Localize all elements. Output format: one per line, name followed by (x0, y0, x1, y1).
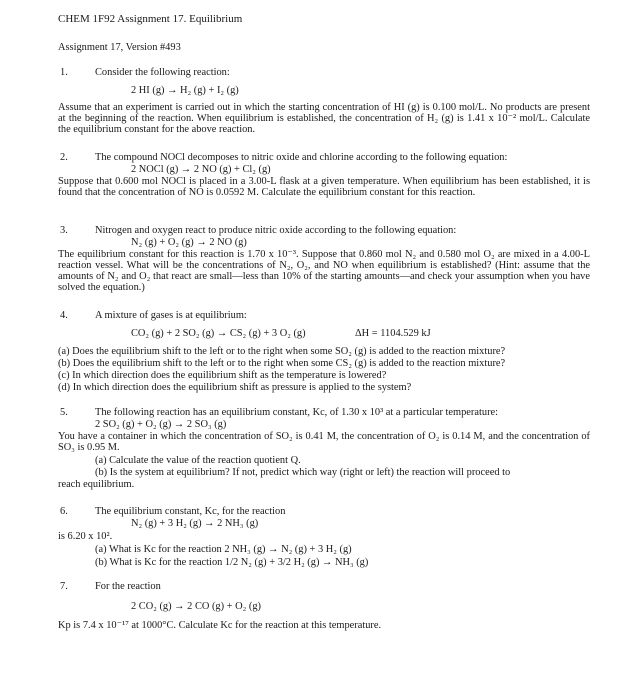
question-3-equation: N₂ (g) + O₂ (g) → 2 NO (g) (131, 237, 247, 248)
question-7-equation: 2 CO₂ (g) → 2 CO (g) + O₂ (g) (131, 601, 261, 612)
question-5-number: 5. (60, 407, 68, 418)
question-7-number: 7. (60, 581, 68, 592)
question-5-part-b: (b) Is the system at equilibrium? If not, predict which way (right or left) the reaction will proceed to (95, 467, 511, 478)
question-2-prompt: The compound NOCl decomposes to nitric oxide and chlorine according to the following equation: (95, 152, 508, 163)
question-6-number: 6. (60, 506, 68, 517)
page-title: CHEM 1F92 Assignment 17. Equilibrium (58, 13, 243, 25)
question-5-part-a: (a) Calculate the value of the reaction quotient Q. (95, 455, 301, 466)
question-3-body: The equilibrium constant for this reaction is 1.70 x 10⁻³. Suppose that 0.860 mol N₂ and 0.580 mol O₂ are mixed in a 4.00-L reaction vessel. What will be the concentrations of N₂, O₂, and NO when equilibrium is established? (Hint: assume that the amounts of N₂ and O₂ that react are small—less than 10% of the starting amounts—and check your assumption when you have solved the equation.) (58, 249, 590, 293)
question-4-part-c: (c) In which direction does the equilibrium shift as the temperature is lowered? (58, 370, 387, 381)
question-6-value: is 6.20 x 10². (58, 531, 113, 542)
question-5-equation: 2 SO₂ (g) + O₂ (g) → 2 SO₃ (g) (95, 419, 227, 430)
question-4-number: 4. (60, 310, 68, 321)
question-5-part-b-cont: reach equilibrium. (58, 479, 135, 490)
question-3-prompt: Nitrogen and oxygen react to produce nitric oxide according to the following equation: (95, 225, 457, 236)
question-6-prompt: The equilibrium constant, Kc, for the reaction (95, 506, 286, 517)
question-3-number: 3. (60, 225, 68, 236)
question-6-equation: N₂ (g) + 3 H₂ (g) → 2 NH₃ (g) (131, 518, 259, 529)
question-7-prompt: For the reaction (95, 581, 161, 592)
question-2-body: Suppose that 0.600 mol NOCl is placed in a 3.00-L flask at a given temperature. When equilibrium has been established, it is found that the concentration of NO is 0.0592 M. Calculate the equilibrium constant for this reaction. (58, 176, 590, 198)
question-6-part-b: (b) What is Kc for the reaction 1/2 N₂ (g) + 3/2 H₂ (g) → NH₃ (g) (95, 557, 369, 568)
question-6-part-a: (a) What is Kc for the reaction 2 NH₃ (g) → N₂ (g) + 3 H₂ (g) (95, 544, 352, 555)
assignment-version: Assignment 17, Version #493 (58, 42, 181, 53)
question-2-equation: 2 NOCl (g) → 2 NO (g) + Cl₂ (g) (131, 164, 271, 175)
question-4-prompt: A mixture of gases is at equilibrium: (95, 310, 247, 321)
question-1-body: Assume that an experiment is carried out in which the starting concentration of HI (g) is 0.100 mol/L. No products are present at the beginning of the reaction. When equilibrium is established, the concentration of H₂ (g) is 1.41 x 10⁻² mol/L. Calculate the equilibrium constant for the above reaction. (58, 102, 591, 135)
question-1-prompt: Consider the following reaction: (95, 67, 230, 78)
question-4-enthalpy: ΔH = 1104.529 kJ (355, 328, 431, 339)
question-5-body: You have a container in which the concentration of SO₂ is 0.41 M, the concentration of O₂ is 0.14 M, and the concentration of SO₃ is 0.95 M. (58, 431, 590, 453)
question-4-part-b: (b) Does the equilibrium shift to the left or to the right when some CS₂ (g) is added to the reaction mixture? (58, 358, 506, 369)
question-4-part-d: (d) In which direction does the equilibrium shift as pressure is applied to the system? (58, 382, 412, 393)
question-2-number: 2. (60, 152, 68, 163)
question-4-equation: CO₂ (g) + 2 SO₂ (g) → CS₂ (g) + 3 O₂ (g) (131, 328, 306, 339)
question-7-body: Kp is 7.4 x 10⁻¹⁷ at 1000°C. Calculate Kc for the reaction at this temperature. (58, 620, 382, 631)
question-1-number: 1. (60, 67, 68, 78)
question-4-part-a: (a) Does the equilibrium shift to the left or to the right when some SO₂ (g) is added to the reaction mixture? (58, 346, 506, 357)
question-1-equation: 2 HI (g) → H₂ (g) + I₂ (g) (131, 85, 239, 96)
question-5-prompt: The following reaction has an equilibrium constant, Kc, of 1.30 x 10³ at a particular temperature: (95, 407, 499, 418)
